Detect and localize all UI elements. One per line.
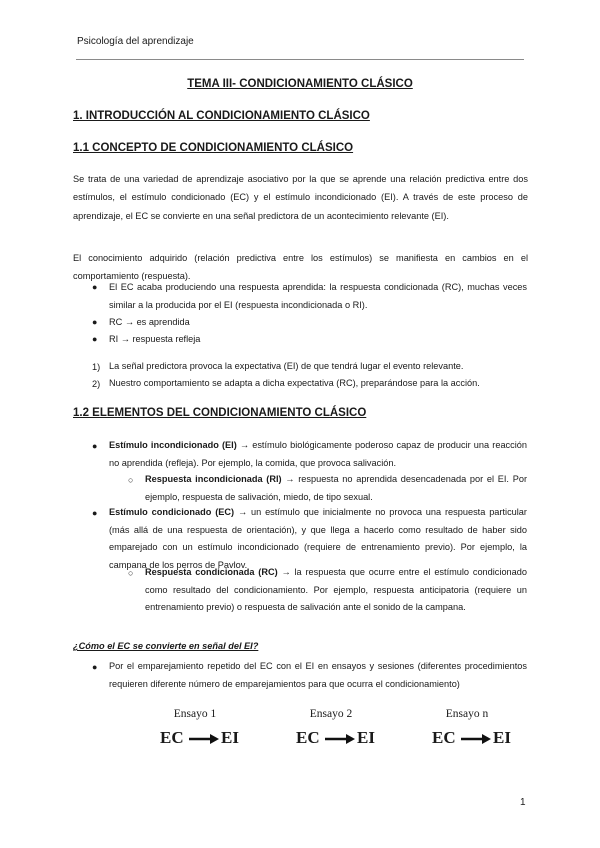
trial-label: Ensayo 2 [309,708,353,720]
element-item-rc [145,564,527,617]
definition: → un estímulo que inicialmente no provoca una respuesta particular (más allá de una respuesta de orientación), y que llega a hacerlo como resultado de haber sido emparejado con un estímulo incondicionado (requiere de entrenamiento previo). Por ejemplo, la campana de los perros de Pavlov. [109,507,527,570]
arrow-icon [324,732,356,746]
bullet-circle: ○ [128,568,134,578]
ec-label: EC [160,728,184,747]
list-item: Por el emparejamiento repetido del EC con el EI en ensayos y sesiones (diferentes procedimientos requieren diferente número de emparejamientos para que ocurra el condicionamiento) [109,661,527,689]
arrow-icon [460,732,492,746]
bullet-dot: ● [92,662,98,672]
term: Estímulo incondicionado (EI) [109,440,237,450]
concept-paragraph: Se trata de una variedad de aprendizaje asociativo por la que se aprende una relación predictiva entre dos estímulos, el estímulo condicionado (EC) y el estímulo incondicionado (EI). A través de este proceso de aprendizaje, el EC se convierte en una señal predictora de un acontecimiento relevante (EI). [73,174,528,221]
trial-1 [150,708,260,747]
running-header: Psicología del aprendizaje [77,36,194,47]
bullet-dot: ● [92,282,98,292]
element-item-ri [145,471,527,506]
ec-label: EC [296,728,320,747]
definition: → respuesta no aprendida desencadenada por el EI. Por ejemplo, respuesta de salivación, miedo, de tipo sexual. [145,474,528,502]
bullet-dot: ● [92,334,98,344]
definition: → la respuesta que ocurre entre el estímulo condicionado como resultado del condicionamiento. Por ejemplo, respuesta anticipatoria (requiere un entrenamiento previo) o respuesta de salivación ante el sonido de la campana. [145,567,527,613]
trial-n [422,708,532,747]
term: Respuesta incondicionada (RI) [145,474,282,484]
trials-diagram [150,708,530,758]
list-item: El EC acaba produciendo una respuesta aprendida: la respuesta condicionada (RC), muchas veces similar a la producida por el EI (respuesta incondicionada o RI). [109,282,527,310]
document-title: TEMA III- CONDICIONAMIENTO CLÁSICO [187,78,413,90]
ei-label: EI [493,728,511,747]
trial-label: Ensayo 1 [173,708,217,720]
knowledge-paragraph: El conocimiento adquirido (relación predictiva entre los estímulos) se manifiesta en cambios en el comportamiento (respuesta). [73,253,528,282]
list-number: 1) [92,362,101,372]
ei-label: EI [357,728,375,747]
page-number: 1 [520,797,526,808]
ei-label: EI [221,728,239,747]
bullet-dot: ● [92,317,98,327]
element-item-ei [109,437,527,472]
bullet-circle: ○ [128,475,134,485]
ec-label: EC [432,728,456,747]
definition: → estímulo biológicamente poderoso capaz de producir una reacción no aprendida (refleja). Por ejemplo, la comida, que provoca salivación. [109,440,527,468]
arrow-icon [188,732,220,746]
section-1-1-heading: 1.1 CONCEPTO DE CONDICIONAMIENTO CLÁSICO [73,142,354,154]
question-heading: ¿Cómo el EC se convierte en señal del EI? [73,641,259,651]
numbered-item: Nuestro comportamiento se adapta a dicha expectativa (RC), preparándose para la acción. [109,378,480,388]
header-divider [76,59,524,60]
section-1-2-heading: 1.2 ELEMENTOS DEL CONDICIONAMIENTO CLÁSICO [73,407,367,419]
section-1-heading: 1. INTRODUCCIÓN AL CONDICIONAMIENTO CLÁSICO [73,110,370,122]
list-item: RC → es aprendida [109,317,190,327]
trial-label: Ensayo n [445,708,489,720]
list-item: RI → respuesta refleja [109,334,201,344]
list-number: 2) [92,379,101,389]
numbered-item: La señal predictora provoca la expectativa (EI) de que tendrá lugar el evento relevante. [109,361,464,371]
trial-2 [286,708,396,747]
bullet-dot: ● [92,441,98,451]
bullet-dot: ● [92,508,98,518]
term: Respuesta condicionada (RC) [145,567,278,577]
term: Estímulo condicionado (EC) [109,507,235,517]
